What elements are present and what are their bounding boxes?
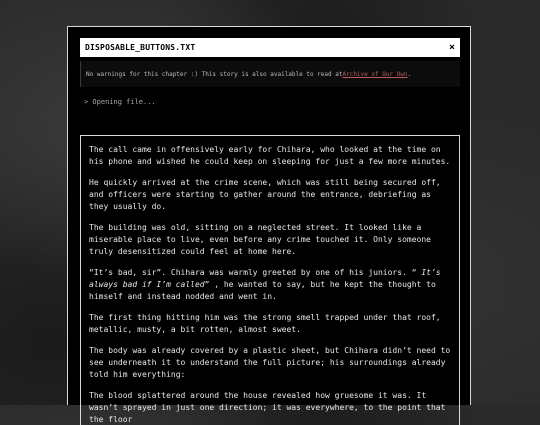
title-bar: [80, 38, 460, 57]
story-paragraph: The building was old, sitting on a neglected street. It looked like a miserable place to live, even before any crime touched it. Only someone truly desensitized could feel at home here.: [89, 223, 431, 256]
chapter-notice: [80, 61, 460, 87]
dialogue-text-end: ” , he wanted to say, but he kept the thought to himself and instead nodded and went in.: [89, 280, 436, 301]
story-paragraph: The call came in offensively early for Chihara, who looked at the time on his phone and wished he could keep on sleeping for just a few more minutes.: [89, 145, 451, 166]
reader-window: [67, 26, 471, 424]
story-paragraph: [89, 267, 451, 303]
story-paragraph: The blood splattered around the house revealed how gruesome it was. It wasn’t sprayed in just one direction; it was everywhere, to the point that the floor: [89, 391, 446, 424]
story-paragraph: He quickly arrived at the crime scene, which was still being secured off, and officers were starting to gather around the entrance, debriefing as they usually do.: [89, 178, 441, 211]
close-icon[interactable]: ×: [448, 41, 455, 53]
window-title: DISPOSABLE_BUTTONS.TXT: [85, 43, 196, 52]
ao3-link[interactable]: Archive of Our Own: [342, 70, 408, 78]
notice-suffix: .: [407, 70, 412, 78]
story-text-panel[interactable]: [80, 135, 460, 425]
story-paragraph: The body was already covered by a plastic sheet, but Chihara didn’t need to see underneath it to understand the full picture; his surroundings already told him everything:: [89, 346, 451, 379]
italic-thought: It’s always bad if I’m called: [89, 268, 441, 289]
story-paragraph: The first thing hitting him was the strong smell trapped under that roof, metallic, musty, a bit rotten, almost sweet.: [89, 313, 441, 334]
dialogue-text: “It’s bad, sir”. Chihara was warmly greeted by one of his juniors. “: [89, 268, 417, 277]
notice-text: No warnings for this chapter :) This story is also available to read at: [86, 70, 343, 78]
opening-status: > Opening file...: [84, 98, 156, 106]
